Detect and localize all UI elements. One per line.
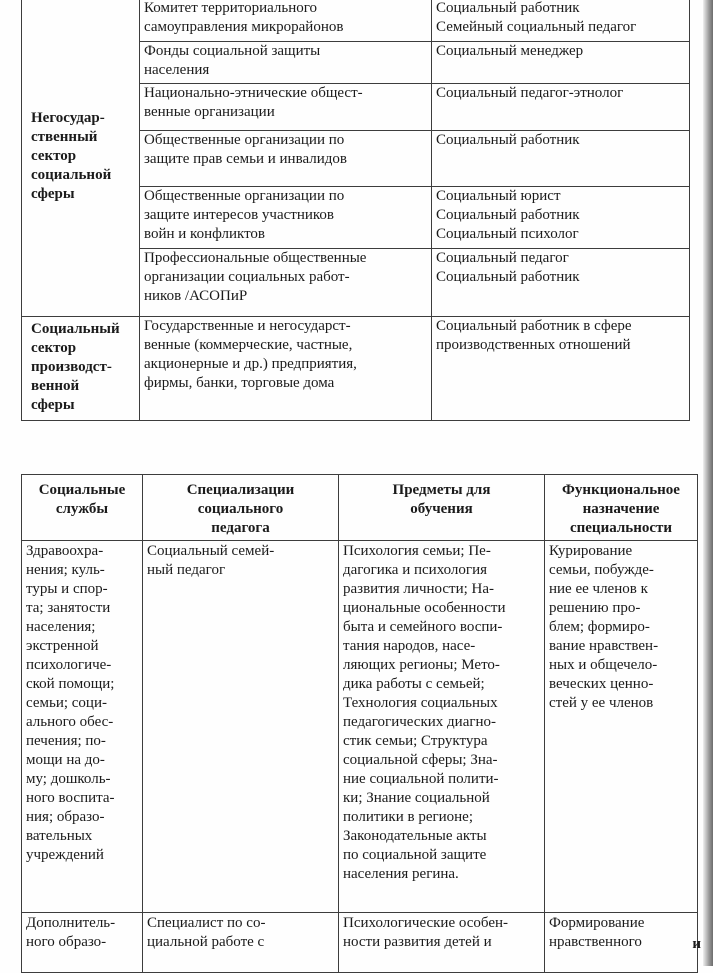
organization-cell: Профессиональные общественные организации социальных работ- ников /АСОПиР xyxy=(140,249,432,317)
sector-label: Социальный сектор производст- венной сферы xyxy=(31,321,120,413)
function-cell: Курирование семьи, побужде- ние ее членов к решению про- блем; формиро- вание нравствен- ных и общечело- веческих ценно- стей у ее членов xyxy=(545,541,698,913)
organization-cell: Общественные организации по защите прав семьи и инвалидов xyxy=(140,131,432,187)
specialist-cell: Социальный работник в сфере производственных отношений xyxy=(432,317,690,421)
specialization-cell: Социальный семей- ный педагог xyxy=(143,541,339,913)
cut-off-text: и xyxy=(692,936,701,952)
column-header-subjects: Предметы для обучения xyxy=(339,475,545,541)
specialist-cell: Социальный юрист Социальный работник Социальный психолог xyxy=(432,187,690,249)
specialist-cell: Социальный педагог-этнолог xyxy=(432,84,690,131)
column-header-specialization: Специализации социального педагога xyxy=(143,475,339,541)
table-row xyxy=(22,913,698,973)
organization-cell: Общественные организации по защите интересов участников войн и конфликтов xyxy=(140,187,432,249)
table-row xyxy=(22,541,698,913)
services-cell: Дополнитель- ного образо- xyxy=(22,913,143,973)
sector-table xyxy=(21,0,690,421)
sector-cell-nonstate xyxy=(22,0,140,317)
column-header-services: Социальные службы xyxy=(22,475,143,541)
table-row xyxy=(22,317,690,421)
table-header-row xyxy=(22,475,698,541)
organization-cell: Комитет территориального самоуправления микрорайонов xyxy=(140,0,432,42)
specialist-cell: Социальный работник xyxy=(432,131,690,187)
page-edge-shadow xyxy=(703,0,713,966)
subjects-cell: Психология семьи; Пе- дагогика и психология развития личности; На- циональные особенности быта и семейного воспи- тания народов, насе- ляющих регионы; Мето- дика работы с семьей; Технология социальных педагогических диагно- стик семьи; Структура социальной сферы; Зна- ние социальной полити- ки; Знание социальной политики в регионе; Законодательные акты по социальной защите населения регина. xyxy=(339,541,545,913)
specialist-cell: Социальный менеджер xyxy=(432,42,690,84)
specialist-cell: Социальный педагог Социальный работник xyxy=(432,249,690,317)
organization-cell: Государственные и негосударст- венные (коммерческие, частные, акционерные и др.) предприятия, фирмы, банки, торговые дома xyxy=(140,317,432,421)
organization-cell: Национально-этнические общест- венные организации xyxy=(140,84,432,131)
table-row xyxy=(22,0,690,42)
subjects-cell: Психологические особен- ности развития детей и xyxy=(339,913,545,973)
specialist-cell: Социальный работник Семейный социальный педагог xyxy=(432,0,690,42)
sector-label: Негосудар- ственный сектор социальной сферы xyxy=(31,110,112,202)
specialization-cell: Специалист по со- циальной работе с xyxy=(143,913,339,973)
organization-cell: Фонды социальной защиты населения xyxy=(140,42,432,84)
function-cell: Формирование нравственного xyxy=(545,913,698,973)
specialization-table xyxy=(21,474,698,973)
services-cell: Здравоохра- нения; куль- туры и спор- та; занятости населения; экстренной психологиче- ской помощи; семьи; соци- ального обес- печения; по- мощи на до- му; дошколь- ного воспита- ния; образо- вательных учреждений xyxy=(22,541,143,913)
sector-cell-production xyxy=(22,317,140,421)
column-header-function: Функциональное назначение специальности xyxy=(545,475,698,541)
